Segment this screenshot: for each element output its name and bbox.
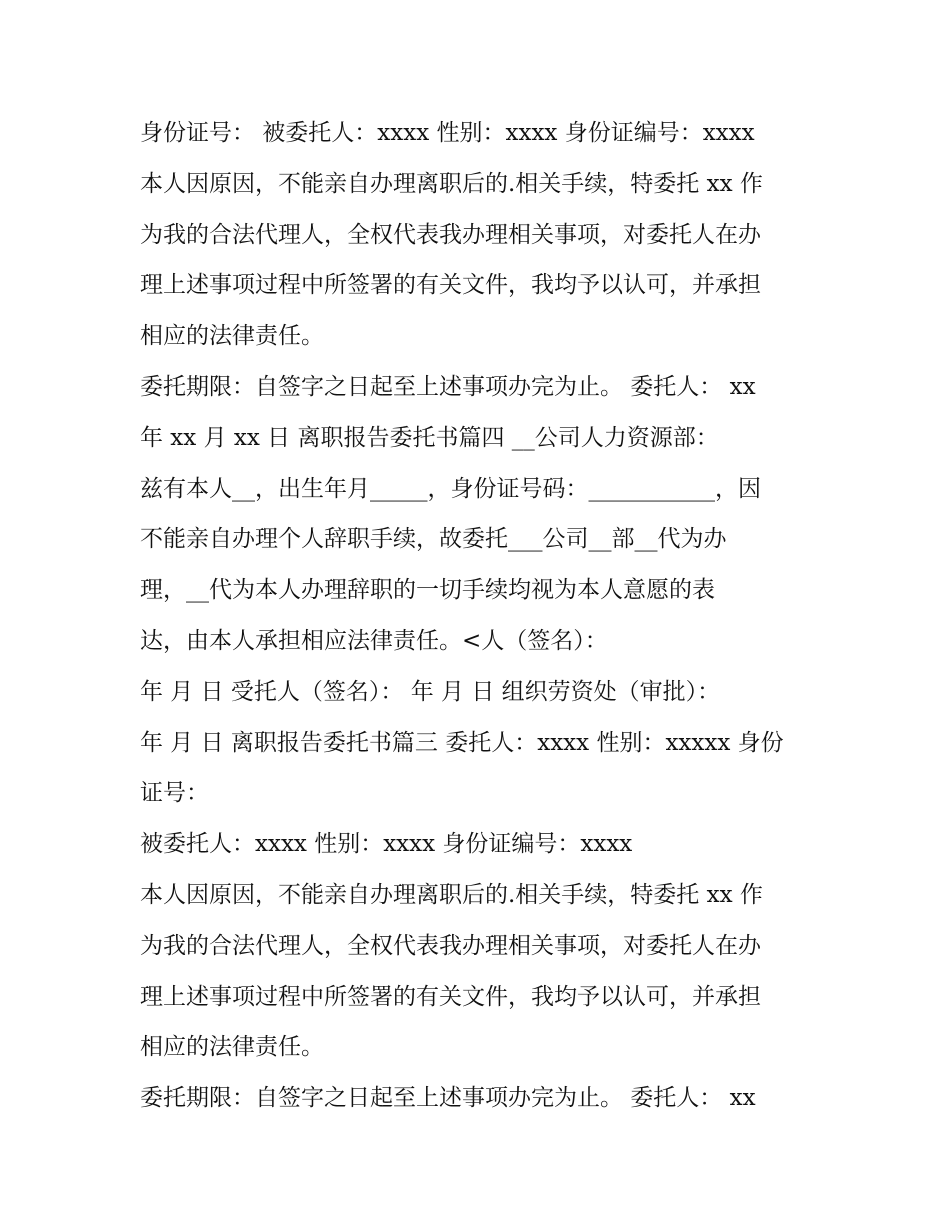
text-line: 兹有本人__，出生年月_____，身份证号码：___________，因 (140, 475, 761, 502)
text-line: 被委托人：xxxx 性别：xxxx 身份证编号：xxxx (140, 831, 633, 858)
text-line: 理上述事项过程中所签署的有关文件，我均予以认可，并承担 (140, 983, 761, 1010)
text-line: 年 月 日 离职报告委托书篇三 委托人：xxxx 性别：xxxxx 身份 (140, 729, 784, 756)
text-line: 年 月 日 受托人（签名）： 年 月 日 组织劳资处（审批）： (140, 678, 721, 705)
text-line: 年 xx 月 xx 日 离职报告委托书篇四 __公司人力资源部： (140, 424, 719, 451)
text-line: 达，由本人承担相应法律责任。<人（签名）： (140, 627, 608, 654)
document-body (140, 108, 830, 1124)
text-line: 为我的合法代理人，全权代表我办理相关事项，对委托人在办 (140, 932, 761, 959)
text-line: 不能亲自办理个人辞职手续，故委托___公司__部__代为办 (140, 526, 727, 553)
text-line: 为我的合法代理人，全权代表我办理相关事项，对委托人在办 (140, 221, 761, 248)
text-line: 证号： (140, 780, 209, 807)
text-line: 理，__代为本人办理辞职的一切手续均视为本人意愿的表 (140, 577, 715, 604)
text-line: 委托期限：自签字之日起至上述事项办完为止。 委托人： xx (140, 1085, 756, 1112)
text-line: 委托期限：自签字之日起至上述事项办完为止。 委托人： xx (140, 373, 756, 400)
text-line: 本人因原因，不能亲自办理离职后的.相关手续，特委托 xx 作 (140, 170, 763, 197)
text-line: 相应的法律责任。 (140, 1034, 324, 1061)
text-line: 理上述事项过程中所签署的有关文件，我均予以认可，并承担 (140, 272, 761, 299)
text-line: 本人因原因，不能亲自办理离职后的.相关手续，特委托 xx 作 (140, 881, 763, 908)
text-line: 身份证号： 被委托人：xxxx 性别：xxxx 身份证编号：xxxx (140, 120, 755, 146)
text-line: 相应的法律责任。 (140, 323, 324, 350)
